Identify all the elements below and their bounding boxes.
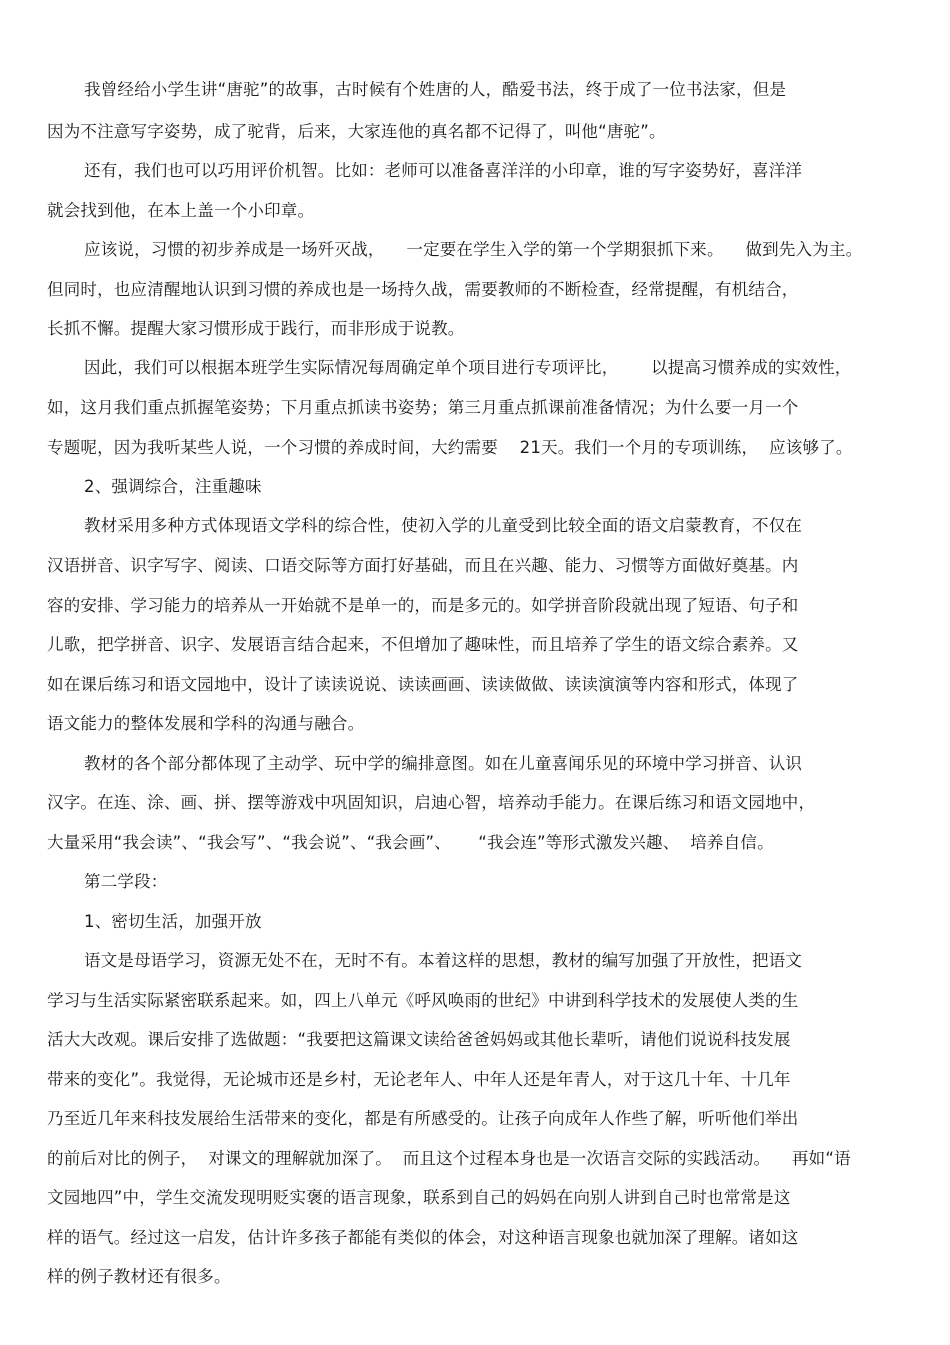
text-line: 儿歌，把学拼音、识字、发展语言结合起来，不但增加了趣味性，而且培养了学生的语文综合素养。又 <box>47 635 799 654</box>
text-line: 如在课后练习和语文园地中，设计了读读说说、读读画画、读读做做、读读演演等内容和形式，体现了 <box>47 675 799 694</box>
text-line: 教材的各个部分都体现了主动学、玩中学的编排意图。如在儿童喜闻乐见的环境中学习拼音、认识 <box>84 754 803 773</box>
text-line: 汉语拼音、识字写字、阅读、口语交际等方面打好基础，而且在兴趣、能力、习惯等方面做好奠基。内 <box>47 556 799 575</box>
text-line: 样的例子教材还有很多。 <box>47 1267 231 1286</box>
text-line: 样的语气。经过这一启发，估计许多孩子都能有类似的体会，对这种语言现象也就加深了理解。诸如这 <box>47 1228 799 1247</box>
text-line: 活大大改观。课后安排了选做题：“我要把这篇课文读给爸爸妈妈或其他长辈听，请他们说说科技发展 <box>47 1030 791 1049</box>
section-heading: 第二学段： <box>84 872 168 891</box>
text-line: 专题呢，因为我听某些人说，一个习惯的养成时间，大约需要 21天。我们一个月的专项训练， 应该够了。 <box>47 438 853 457</box>
text-line: 乃至近几年来科技发展给生活带来的变化，都是有所感受的。让孩子向成年人作些了解，听听他们举出 <box>47 1109 799 1128</box>
text-line: 文园地四”中，学生交流发现明贬实褒的语言现象，联系到自己的妈妈在向别人讲到自己时也常常是这 <box>47 1188 791 1207</box>
text-line: 还有，我们也可以巧用评价机智。比如：老师可以准备喜洋洋的小印章，谁的写字姿势好，喜洋洋 <box>84 161 803 180</box>
text-line: 但同时，也应清醒地认识到习惯的养成也是一场持久战，需要教师的不断检查，经常提醒，有机结合， <box>47 280 799 299</box>
section-heading: 1、密切生活，加强开放 <box>84 912 262 931</box>
text-line: 语文是母语学习，资源无处不在，无时不有。本着这样的思想，教材的编写加强了开放性，把语文 <box>84 951 803 970</box>
text-line: 就会找到他，在本上盖一个小印章。 <box>47 201 315 220</box>
text-line: 大量采用“我会读”、“我会写”、“我会说”、“我会画”、 “我会连”等形式激发兴趣、 培养自信。 <box>47 833 774 852</box>
text-line: 的前后对比的例子， 对课文的理解就加深了。 而且这个过程本身也是一次语言交际的实践活动。 再如“语 <box>47 1149 851 1168</box>
text-line: 语文能力的整体发展和学科的沟通与融合。 <box>47 714 365 733</box>
text-line: 容的安排、学习能力的培养从一开始就不是单一的，而是多元的。如学拼音阶段就出现了短语、句子和 <box>47 596 799 615</box>
text-line: 因此，我们可以根据本班学生实际情况每周确定单个项目进行专项评比， 以提高习惯养成的实效性， <box>84 358 852 377</box>
text-line: 如，这月我们重点抓握笔姿势；下月重点抓读书姿势；第三月重点抓课前准备情况；为什么要一月一个 <box>47 398 799 417</box>
text-line: 我曾经给小学生讲“唐驼”的故事，古时候有个姓唐的人，酷爱书法，终于成了一位书法家，但是 <box>84 80 787 99</box>
text-line: 长抓不懈。提醒大家习惯形成于践行，而非形成于说教。 <box>47 319 465 338</box>
text-line: 带来的变化”。我觉得，无论城市还是乡村，无论老年人、中年人还是年青人，对于这几十年、十几年 <box>47 1070 791 1089</box>
text-line: 教材采用多种方式体现语文学科的综合性，使初入学的儿童受到比较全面的语文启蒙教育，不仅在 <box>84 516 803 535</box>
section-heading: 2、强调综合，注重趣味 <box>84 477 262 496</box>
text-line: 应该说，习惯的初步养成是一场歼灭战， 一定要在学生入学的第一个学期狠抓下来。 做到先入为主。 <box>84 240 863 259</box>
text-line: 汉字。在连、涂、画、拼、摆等游戏中巩固知识，启迪心智，培养动手能力。在课后练习和语文园地中， <box>47 793 816 812</box>
text-line: 学习与生活实际紧密联系起来。如，四上八单元《呼风唤雨的世纪》中讲到科学技术的发展使人类的生 <box>47 991 799 1010</box>
text-line: 因为不注意写字姿势，成了驼背，后来，大家连他的真名都不记得了，叫他“唐驼”。 <box>47 122 666 141</box>
